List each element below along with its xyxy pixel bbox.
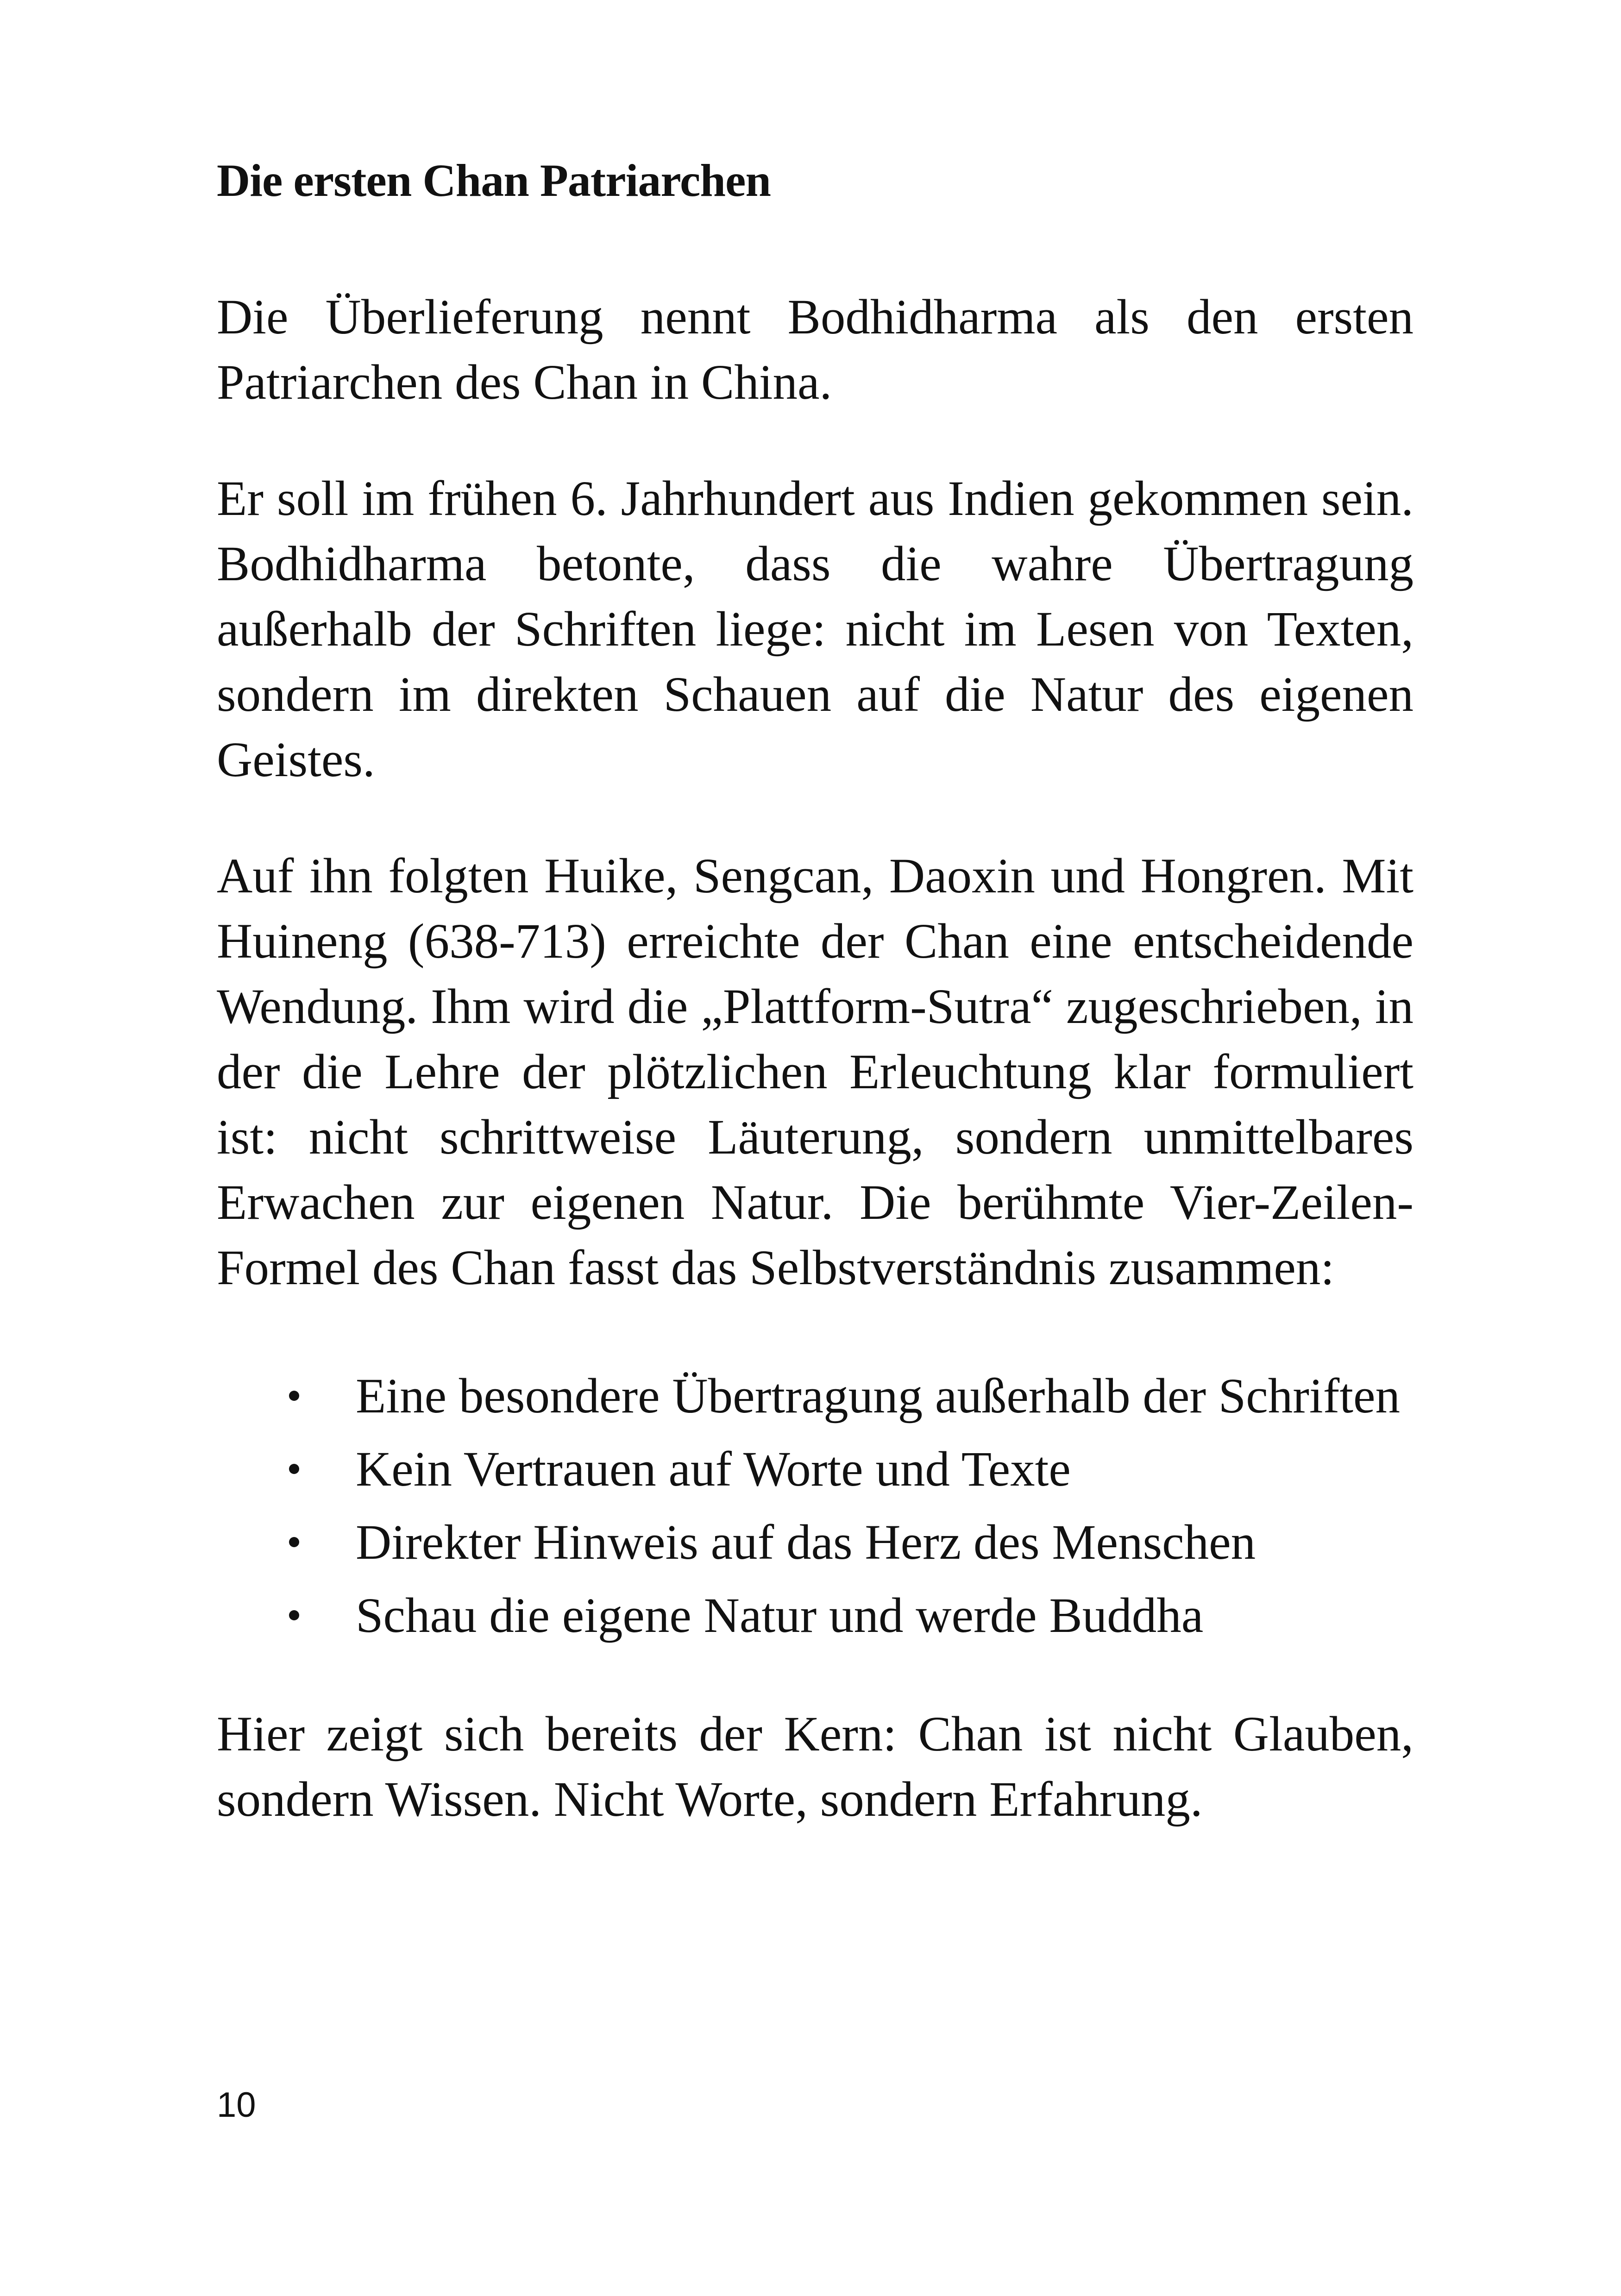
paragraph-intro: Die Überlieferung nennt Bodhidharma als den ersten Patriarchen des Chan in China. <box>217 290 1414 410</box>
list-item-text: Schau die eigene Natur und werde Buddha <box>356 1588 1204 1643</box>
four-line-formula-list <box>217 1361 1414 1651</box>
list-item-text: Kein Vertrauen auf Worte und Texte <box>356 1442 1071 1497</box>
list-item <box>217 1434 1414 1505</box>
page-content <box>217 153 1414 1832</box>
chapter-heading: Die ersten Chan Patriarchen <box>217 155 771 206</box>
list-item-text: Direkter Hinweis auf das Herz des Menschen <box>356 1515 1256 1570</box>
bullet-icon <box>289 1537 299 1547</box>
list-item <box>217 1361 1414 1431</box>
paragraph-bodhidharma: Er soll im frühen 6. Jahrhundert aus Indien gekommen sein. Bodhidharma betonte, dass die wahre Übertragung außerhalb der Schriften liege: nicht im Lesen von Texten, sondern im direkten Schauen auf die Natur des eigenen Geistes. <box>217 471 1414 787</box>
bullet-icon <box>289 1464 299 1474</box>
list-item <box>217 1581 1414 1651</box>
list-item <box>217 1507 1414 1578</box>
paragraph-successors: Auf ihn folgten Huike, Sengcan, Daoxin und Hongren. Mit Huineng (638-713) erreichte der Chan eine entscheidende Wendung. Ihm wird die „Plattform-Sutra“ zugeschrieben, in der die Lehre der plötzlichen Erleuchtung klar formuliert ist: nicht schrittweise Läuterung, sondern unmittelbares Erwachen zur eigenen Natur. Die berühmte Vier-Zeilen-Formel des Chan fasst das Selbstverständnis zusammen: <box>217 849 1414 1295</box>
list-item-text: Eine besondere Übertragung außerhalb der Schriften <box>356 1369 1400 1424</box>
page-number: 10 <box>217 2085 256 2125</box>
paragraph-conclusion: Hier zeigt sich bereits der Kern: Chan ist nicht Glauben, sondern Wissen. Nicht Worte, sondern Erfahrung. <box>217 1707 1414 1827</box>
bullet-icon <box>289 1391 299 1401</box>
bullet-icon <box>289 1610 299 1620</box>
